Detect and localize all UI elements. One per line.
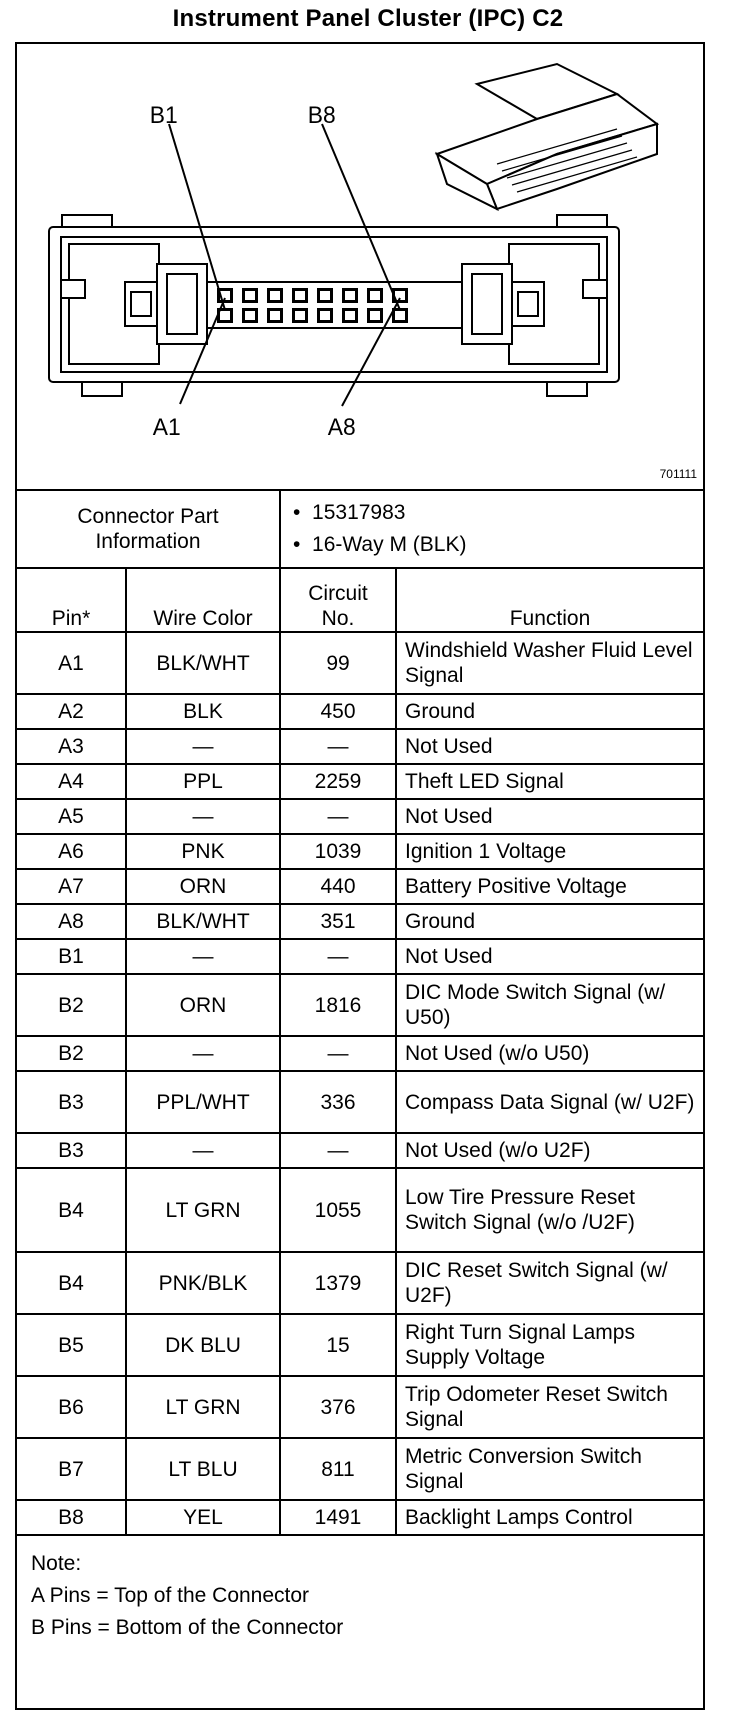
wire-color-cell: — (126, 729, 280, 764)
wire-color-cell: PNK/BLK (126, 1252, 280, 1314)
pin-cell: A3 (17, 729, 126, 764)
pin-cell: B5 (17, 1314, 126, 1376)
function-cell: Compass Data Signal (w/ U2F) (396, 1071, 703, 1133)
circuit-no-cell: 811 (280, 1438, 396, 1500)
header-wire-color: Wire Color (126, 568, 280, 632)
table-row (17, 1314, 703, 1376)
pin-cell: B4 (17, 1252, 126, 1314)
wire-color-cell: LT GRN (126, 1168, 280, 1252)
connector-info-label: Connector Part Information (17, 491, 280, 568)
function-cell: Not Used (w/o U50) (396, 1036, 703, 1071)
function-cell: Metric Conversion Switch Signal (396, 1438, 703, 1500)
function-cell: Ground (396, 904, 703, 939)
pin-cell: B2 (17, 1036, 126, 1071)
table-row (17, 799, 703, 834)
circuit-no-cell: 440 (280, 869, 396, 904)
table-row (17, 694, 703, 729)
pin-rows (17, 632, 703, 1535)
pin-cell: A1 (17, 632, 126, 694)
function-cell: Not Used (396, 939, 703, 974)
pin-label-a8: A8 (327, 414, 356, 441)
function-cell: Low Tire Pressure Reset Switch Signal (w/o /U2F) (396, 1168, 703, 1252)
pin-cell: B6 (17, 1376, 126, 1438)
function-cell: Right Turn Signal Lamps Supply Voltage (396, 1314, 703, 1376)
pin-label-a1: A1 (152, 414, 181, 441)
connector-diagram (17, 44, 703, 489)
function-cell: Not Used (w/o U2F) (396, 1133, 703, 1168)
table-header-row (17, 568, 703, 632)
pin-cell: B3 (17, 1133, 126, 1168)
figure-code: 701111 (659, 467, 697, 481)
note-line-b: B Pins = Bottom of the Connector (31, 1616, 344, 1639)
table-row (17, 729, 703, 764)
wire-color-cell: BLK/WHT (126, 904, 280, 939)
pin-label-b8: B8 (307, 102, 336, 129)
function-cell: Trip Odometer Reset Switch Signal (396, 1376, 703, 1438)
circuit-no-cell: — (280, 939, 396, 974)
table-row (17, 1133, 703, 1168)
function-cell: Ignition 1 Voltage (396, 834, 703, 869)
table-row (17, 869, 703, 904)
wire-color-cell: ORN (126, 869, 280, 904)
wire-color-cell: LT GRN (126, 1376, 280, 1438)
circuit-no-cell: 99 (280, 632, 396, 694)
wire-color-cell: — (126, 1133, 280, 1168)
connector-part-number: • 15317983 (293, 501, 406, 524)
table-row (17, 904, 703, 939)
pin-cell: B4 (17, 1168, 126, 1252)
wire-color-cell: YEL (126, 1500, 280, 1535)
note-label: Note: (31, 1552, 82, 1575)
function-cell: Theft LED Signal (396, 764, 703, 799)
circuit-no-cell: 1491 (280, 1500, 396, 1535)
pin-cell: B2 (17, 974, 126, 1036)
function-cell: Backlight Lamps Control (396, 1500, 703, 1535)
wire-color-cell: DK BLU (126, 1314, 280, 1376)
pin-cell: B8 (17, 1500, 126, 1535)
pin-cell: A4 (17, 764, 126, 799)
connector-card (15, 42, 705, 1710)
circuit-no-cell: 2259 (280, 764, 396, 799)
function-cell: DIC Mode Switch Signal (w/ U50) (396, 974, 703, 1036)
table-row (17, 974, 703, 1036)
function-cell: Not Used (396, 799, 703, 834)
function-cell: Battery Positive Voltage (396, 869, 703, 904)
table-row (17, 1036, 703, 1071)
connector-figure (17, 44, 703, 491)
pin-label-b1: B1 (149, 102, 178, 129)
connector-info-row (17, 491, 703, 568)
pin-cell: B3 (17, 1071, 126, 1133)
table-row (17, 1252, 703, 1314)
note-row (17, 1535, 703, 1654)
circuit-no-cell: 1379 (280, 1252, 396, 1314)
function-cell: DIC Reset Switch Signal (w/ U2F) (396, 1252, 703, 1314)
circuit-no-cell: — (280, 729, 396, 764)
pin-cell: A7 (17, 869, 126, 904)
header-function: Function (396, 568, 703, 632)
header-circuit-no: Circuit No. (280, 568, 396, 632)
table-row (17, 764, 703, 799)
pinout-table (17, 491, 703, 1654)
table-row (17, 1376, 703, 1438)
function-cell: Not Used (396, 729, 703, 764)
circuit-no-cell: 376 (280, 1376, 396, 1438)
pin-cell: A5 (17, 799, 126, 834)
note (17, 1535, 703, 1654)
circuit-no-cell: 1039 (280, 834, 396, 869)
wire-color-cell: LT BLU (126, 1438, 280, 1500)
circuit-no-cell: 1816 (280, 974, 396, 1036)
circuit-no-cell: 1055 (280, 1168, 396, 1252)
connector-info-list (280, 491, 703, 568)
table-row (17, 939, 703, 974)
wire-color-cell: BLK/WHT (126, 632, 280, 694)
circuit-no-cell: 450 (280, 694, 396, 729)
circuit-no-cell: — (280, 799, 396, 834)
page-title: Instrument Panel Cluster (IPC) C2 (172, 5, 564, 32)
table-row (17, 632, 703, 694)
table-row (17, 1168, 703, 1252)
pin-cell: B7 (17, 1438, 126, 1500)
wire-color-cell: — (126, 799, 280, 834)
pin-cell: A8 (17, 904, 126, 939)
wire-color-cell: PNK (126, 834, 280, 869)
pin-cell: A2 (17, 694, 126, 729)
circuit-no-cell: 336 (280, 1071, 396, 1133)
circuit-no-cell: — (280, 1036, 396, 1071)
connector-type: • 16-Way M (BLK) (293, 533, 467, 556)
wire-color-cell: — (126, 939, 280, 974)
circuit-no-cell: 15 (280, 1314, 396, 1376)
wire-color-cell: — (126, 1036, 280, 1071)
wire-color-cell: PPL/WHT (126, 1071, 280, 1133)
note-line-a: A Pins = Top of the Connector (31, 1584, 310, 1607)
table-row (17, 1071, 703, 1133)
pin-cell: A6 (17, 834, 126, 869)
table-row (17, 1438, 703, 1500)
pin-cell: B1 (17, 939, 126, 974)
wire-color-cell: BLK (126, 694, 280, 729)
header-pin: Pin* (17, 568, 126, 632)
function-cell: Ground (396, 694, 703, 729)
circuit-no-cell: — (280, 1133, 396, 1168)
wire-color-cell: ORN (126, 974, 280, 1036)
table-row (17, 1500, 703, 1535)
table-row (17, 834, 703, 869)
circuit-no-cell: 351 (280, 904, 396, 939)
wire-color-cell: PPL (126, 764, 280, 799)
function-cell: Windshield Washer Fluid Level Signal (396, 632, 703, 694)
